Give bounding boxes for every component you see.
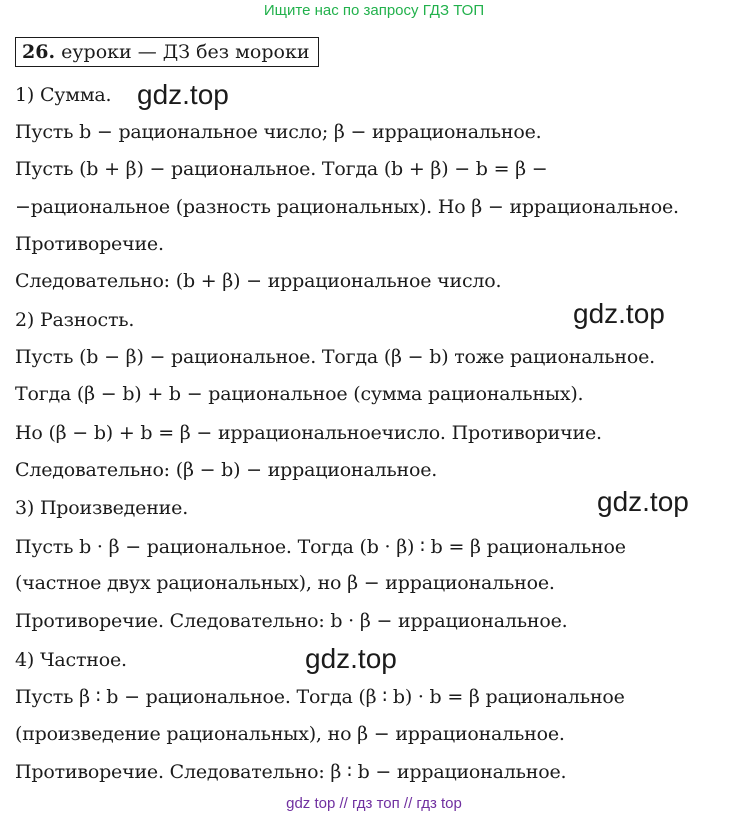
solution-line: Противоречие. Следовательно: b · β − иррациональное. bbox=[15, 610, 568, 632]
task-header bbox=[15, 37, 319, 67]
solution-line: 2) Разность. bbox=[15, 309, 135, 331]
solution-line: Тогда (β − b) + b − рациональное (сумма рациональных). bbox=[15, 383, 584, 405]
solution-line: Пусть (b − β) − рациональное. Тогда (β − b) тоже рациональное. bbox=[15, 346, 655, 368]
solution-line: 1) Сумма. bbox=[15, 84, 112, 106]
solution-line: Пусть (b + β) − рациональное. Тогда (b + β) − b = β − bbox=[15, 158, 548, 180]
solution-line: Пусть b · β − рациональное. Тогда (b · β) ∶ b = β рациональное bbox=[15, 536, 626, 558]
solution-line: −рациональное (разность рациональных). Но β − иррациональное. bbox=[15, 196, 679, 218]
solution-line: Но (β − b) + b = β − иррациональноечисло. Противоричие. bbox=[15, 422, 602, 444]
task-header-text: еуроки — ДЗ без мороки bbox=[55, 41, 310, 63]
task-number: 26. bbox=[22, 41, 56, 63]
solution-line: Противоречие. bbox=[15, 233, 164, 255]
solution-line: 4) Частное. bbox=[15, 649, 127, 671]
solution-line: (произведение рациональных), но β − иррациональное. bbox=[15, 723, 565, 745]
watermark-text: gdz.top bbox=[573, 298, 665, 329]
solution-line: Следовательно: (β − b) − иррациональное. bbox=[15, 459, 438, 481]
footer-watermark: gdz top // гдз топ // гдз top bbox=[286, 795, 462, 812]
solution-line: Следовательно: (b + β) − иррациональное число. bbox=[15, 270, 502, 292]
solution-line: 3) Произведение. bbox=[15, 497, 189, 519]
watermark-text: gdz.top bbox=[305, 643, 397, 674]
search-banner: Ищите нас по запросу ГДЗ ТОП bbox=[263, 2, 485, 19]
watermark-text: gdz.top bbox=[137, 79, 229, 110]
solution-line: Пусть b − рациональное число; β − иррациональное. bbox=[15, 121, 542, 143]
solution-line: Пусть β ∶ b − рациональное. Тогда (β ∶ b) · b = β рациональное bbox=[15, 686, 625, 708]
solution-line: Противоречие. Следовательно: β ∶ b − иррациональное. bbox=[15, 761, 567, 783]
watermark-text: gdz.top bbox=[597, 486, 689, 517]
solution-line: (частное двух рациональных), но β − иррациональное. bbox=[15, 572, 555, 594]
